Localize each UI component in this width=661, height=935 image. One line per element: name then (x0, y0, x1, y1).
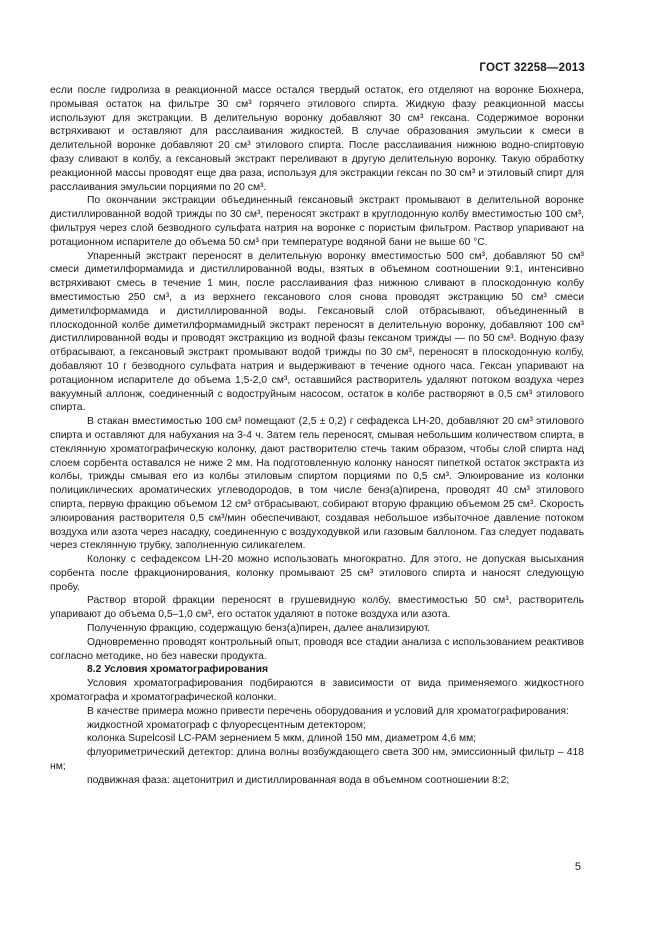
paragraph: Раствор второй фракции переносят в грушевидную колбу, вместимостью 50 см³, растворитель упаривают до объема 0,5–1,0 см³, его остаток удаляют в потоке воздуха или азота. (50, 595, 584, 621)
page-number: 5 (574, 861, 581, 873)
paragraph: если после гидролиза в реакционной массе остался твердый остаток, его отделяют на воронке Бюхнера, промывая остаток на фильтре 30 см³ горячего этилового спирта. Жидкую фазу реакционной массы используют для экстракции. В делительную воронку добавляют 30 см³ гексана. Содержимое воронки встряхивают и оставляют для расслаивания жидкостей. В случае образования эмульсии к смеси в делительной воронке добавляют 20 см³ этилового спирта. После расслаивания нижнюю водно-спиртовую фазу сливают в колбу, а гексановый экстракт переливают в другую делительную воронку. Такую обработку реакционной массы проводят еще два раза, используя для экстракции гексан по 30 см³ и этиловый спирт для расслаивания эмульсии порциями по 20 см³. (50, 85, 584, 193)
paragraph: Упаренный экстракт переносят в делительную воронку вместимостью 500 см³, добавляют 50 см³ смеси диметилформамида и дистиллированной воды, взятых в объемном соотношении 9:1, интенсивно встряхивают смесь в течение 1 мин, после расслаивания фаз нижнюю сливают в плоскодонную колбу вместимостью 250 см³, а из верхнего гексанового слоя снова проводят экстракцию 50 см³ смеси диметилформамида и дистиллированной воды. Гексановый слой отбрасывают, объединенный в плоскодонной колбе диметилформамидный экстракт переносят в делительную воронку, добавляют 100 см³ дистиллированной воды и проводят экстракцию из водной фазы гексаном трижды — по 50 см³. Водную фазу отбрасывают, а гексановый экстракт промывают водой трижды по 30 см³, переносят в плоскодонную колбу, добавляют 10 г безводного сульфата натрия и выдерживают в течение одного часа. Гексан упаривают на ротационном испарителе до объема 1,5-2,0 см³, оставшийся растворитель удаляют потоком воздуха через вакуумный аллонж, соединенный с водоструйным насосом, остаток в колбе растворяют в 0,5 см³ этилового спирта. (50, 250, 584, 414)
list-item: флуориметрический детектор: длина волны возбуждающего света 300 нм, эмиссионный фильтр – 418 нм; (50, 747, 584, 773)
paragraph: Одновременно проводят контрольный опыт, проводя все стадии анализа с использованием реактивов согласно методике, но без навески продукта. (50, 636, 584, 662)
list-item: колонка Supelcosil LC-PAM зернением 5 мкм, длиной 150 мм, диаметром 4,6 мм; (87, 733, 477, 745)
paragraph: Условия хроматографирования подбираются в зависимости от вида применяемого жидкостного хроматографа и хроматографической колонки. (50, 678, 584, 704)
standard-header: ГОСТ 32258—2013 (479, 62, 585, 74)
document-body (50, 84, 584, 788)
paragraph: В стакан вместимостью 100 см³ помещают (2,5 ± 0,2) г сефадекса LH-20, добавляют 20 см³ этилового спирта и оставляют для набухания на 3-4 ч. Затем гель переносят, смывая небольшим количеством спирта, в стеклянную хроматографическую колонку, дают растворителю стечь таким образом, чтобы слой спирта над слоем сорбента оставался не ниже 2 мм. На подготовленную колонку наносят пипеткой остаток экстракта из колбы, трижды смывая его из колбы этиловым спиртом порциями по 0,5 см³. Элюирование из колонки полициклических ароматических углеводородов, в том числе бенз(а)пирена, проводят 40 см³ этилового спирта, первую фракцию объемом 12 см³ отбрасывают, собирают вторую фракцию объемом 25 см³. Скорость элюирования растворителя 0,5 см³/мин обеспечивают, создавая небольшое избыточное давление потоком воздуха или азота через насадку, соединенную с воздуходувкой или газовым баллоном. Газ следует подавать через стеклянную трубку, заполненную силикагелем. (50, 416, 584, 552)
paragraph: В качестве примера можно привести перечень оборудования и условий для хроматографирования: (87, 705, 569, 717)
paragraph: Полученную фракцию, содержащую бенз(а)пирен, далее анализируют. (87, 623, 431, 635)
paragraph: По окончании экстракции объединенный гексановый экстракт промывают в делительной воронке дистиллированной водой трижды по 30 см³, переносят экстракт в круглодонную колбу вместимостью 100 см³, фильтруя через слой безводного сульфата натрия на воронке с пористым фильтром. Раствор упаривают на ротационном испарителе до объема 50 см³ при температуре водяной бани не выше 60 °С. (50, 195, 584, 248)
list-item: жидкостной хроматограф с флуоресцентным детектором; (87, 719, 366, 731)
list-item: подвижная фаза: ацетонитрил и дистиллированная вода в объемном соотношении 8:2; (87, 774, 510, 786)
paragraph: Колонку с сефадексом LH-20 можно использовать многократно. Для этого, не допуская высыхания сорбента после фракционирования, колонку промывают 25 см³ этилового спирта и наносят следующую пробу. (50, 554, 584, 593)
section-heading: 8.2 Условия хроматографирования (87, 664, 268, 676)
